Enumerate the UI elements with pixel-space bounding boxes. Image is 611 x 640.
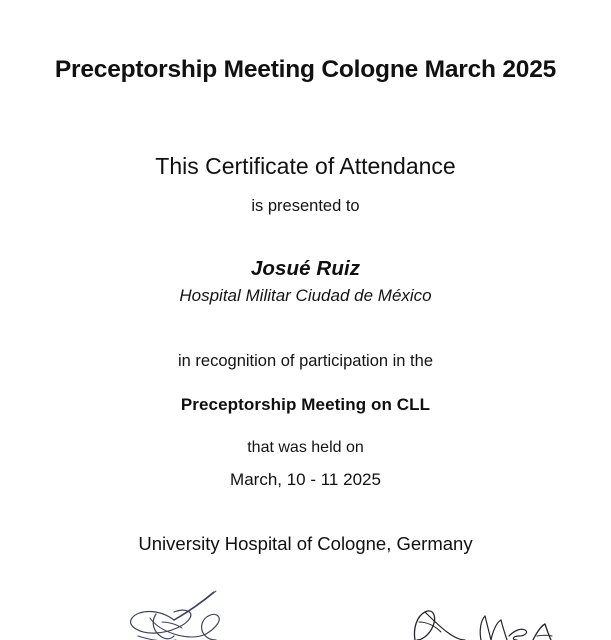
signature-right — [405, 598, 560, 640]
signature-left-ink — [118, 588, 268, 640]
signature-right-ink — [405, 598, 560, 640]
certificate-headline: This Certificate of Attendance — [155, 153, 456, 179]
presented-to-label: is presented to — [251, 197, 360, 215]
event-title: Preceptorship Meeting Cologne March 2025 — [54, 56, 557, 83]
recognition-label: in recognition of participation in the — [178, 352, 433, 370]
held-on-label: that was held on — [247, 439, 364, 456]
recipient-name: Josué Ruiz — [250, 257, 361, 280]
meeting-name: Preceptorship Meeting on CLL — [180, 395, 431, 414]
event-dates: March, 10 - 11 2025 — [230, 470, 381, 489]
recipient-affiliation: Hospital Militar Ciudad de México — [179, 286, 432, 305]
venue: University Hospital of Cologne, Germany — [138, 533, 473, 554]
signature-left — [118, 588, 268, 640]
